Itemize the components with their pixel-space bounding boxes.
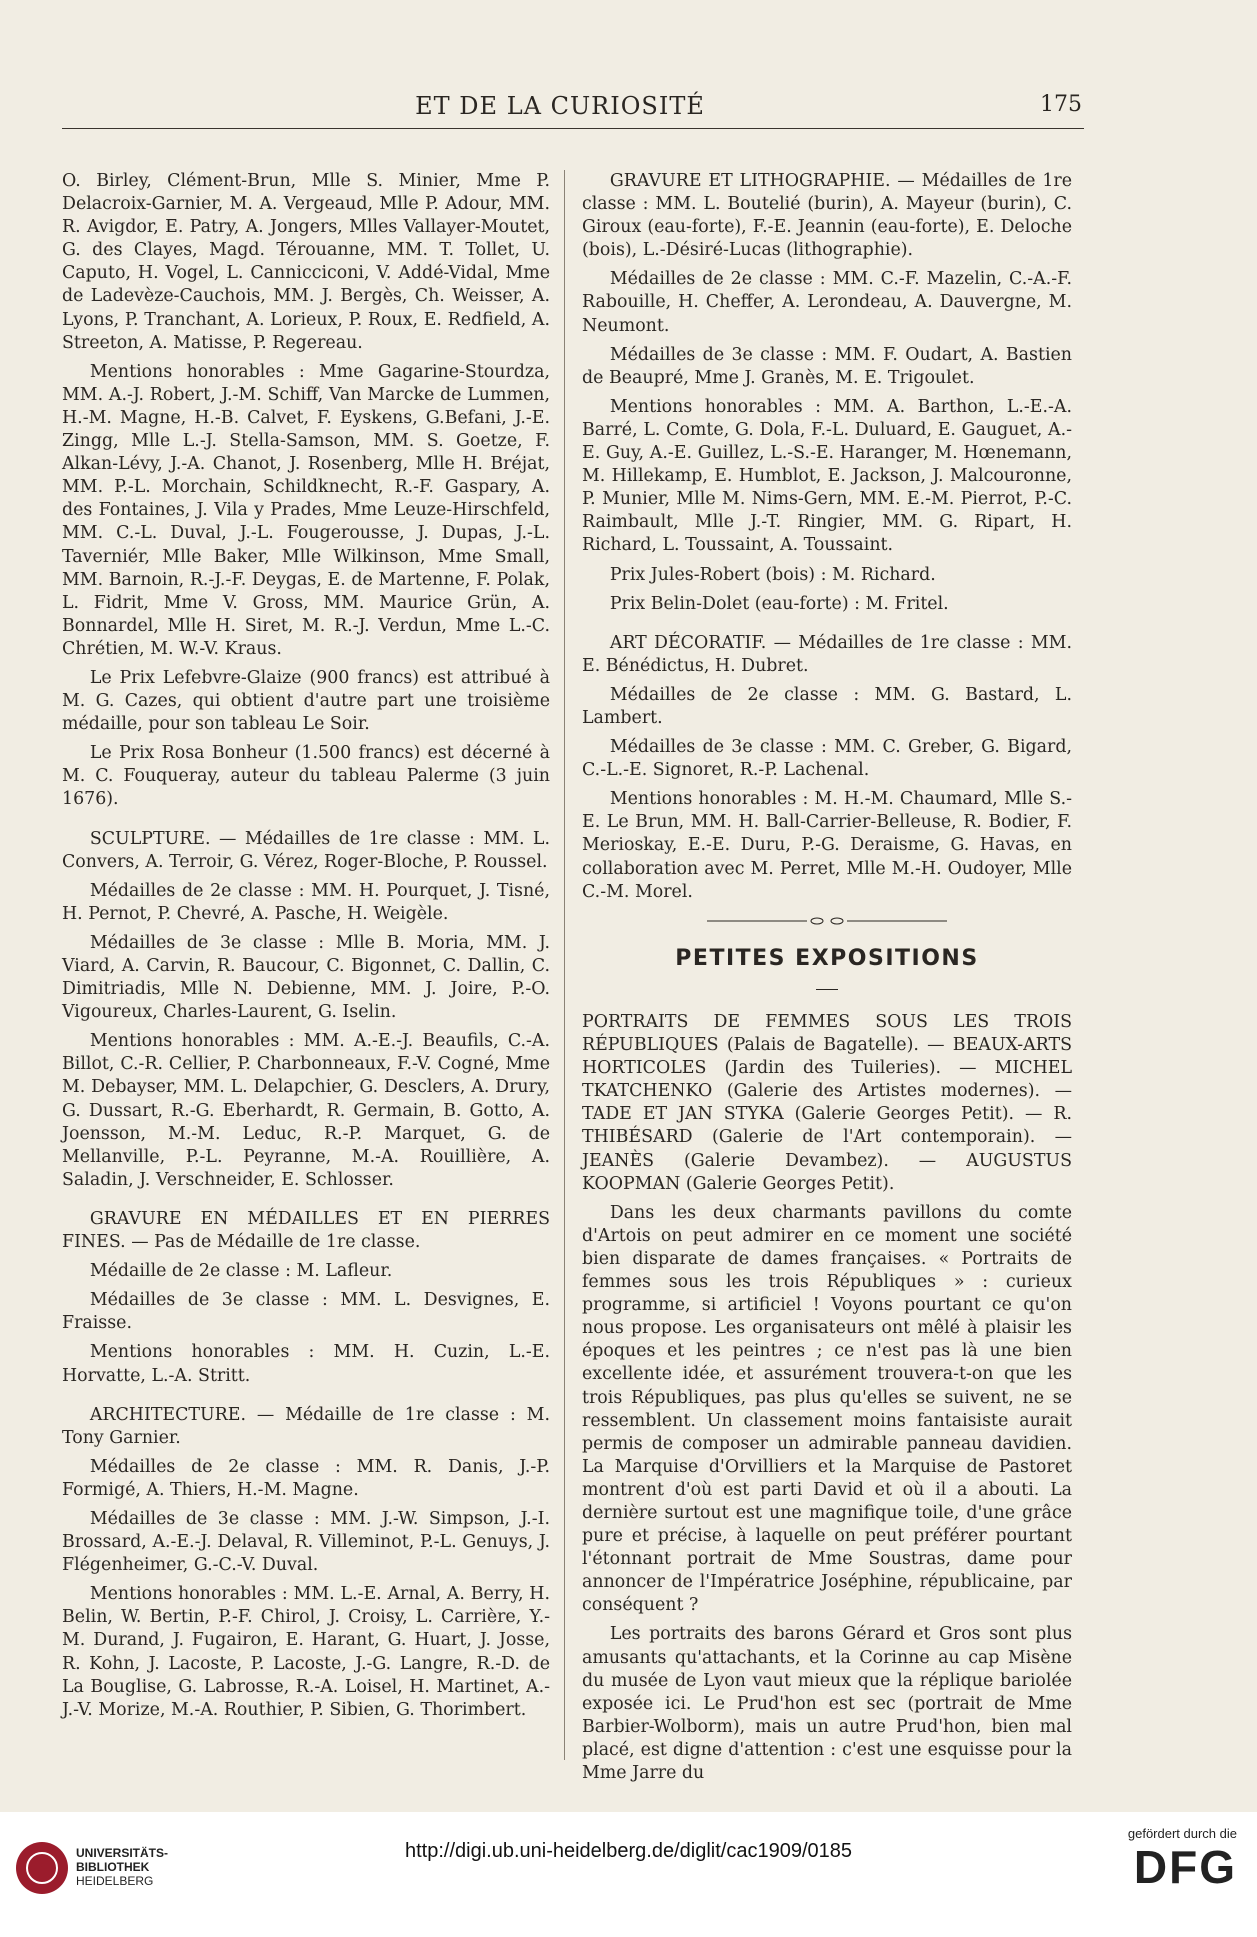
paragraph: Médailles de 2e classe : MM. R. Danis, J.-P. Formigé, A. Thiers, H.-M. Magne. <box>62 1456 550 1500</box>
paragraph: Médailles de 3e classe : MM. F. Oudart, A. Bastien de Beaupré, Mme J. Granès, M. E. Trigoulet. <box>582 344 1072 388</box>
running-header <box>60 92 1082 132</box>
column-divider <box>564 170 565 1760</box>
paragraph: Mentions honorables : MM. A.-E.-J. Beaufils, C.-A. Billot, C.-R. Cellier, P. Charbonneaux, F.-V. Cogné, Mme M. Debayser, MM. L. Delapchier, G. Desclers, A. Drury, G. Dussart, R.-G. Eberhardt, R. Germain, B. Gotto, A. Joensson, M.-M. Leduc, R.-P. Marquet, G. de Mellanville, P.-L. Peyranne, M.-A. Rouillière, A. Saladin, J. Verschneider, E. Schlosser. <box>62 1031 550 1190</box>
library-line-2: BIBLIOTHEK <box>76 1860 150 1874</box>
header-rule <box>62 128 1084 129</box>
library-line-3: HEIDELBERG <box>76 1874 154 1888</box>
library-line-1: UNIVERSITÄTS- <box>76 1846 169 1860</box>
paragraph: GRAVURE EN MÉDAILLES ET EN PIERRES FINES. — Pas de Médaille de 1re classe. <box>62 1208 550 1253</box>
paragraph: Prix Jules-Robert (bois) : M. Richard. <box>609 564 936 585</box>
paragraph: PORTRAITS DE FEMMES SOUS LES TROIS RÉPUBLIQUES (Palais de Bagatelle). — BEAUX-ARTS HORTICOLES (Jardin des Tuileries). — MICHEL TKATCHENKO (Galerie des Artistes modernes). — TADE ET JAN STYKA (Galerie Georges Petit). — R. THIBÉSARD (Galerie de l'Art contemporain). — JEANÈS (Galerie Devambez). — AUGUSTUS KOOPMAN (Galerie Georges Petit). <box>582 1012 1072 1194</box>
paragraph-gap <box>62 1394 550 1404</box>
section-dash <box>582 974 1072 997</box>
paragraph: Le Prix Rosa Bonheur (1.500 francs) est décerné à M. C. Fouqueray, auteur du tableau Palerme (3 juin 1676). <box>62 743 550 810</box>
paragraph: Mentions honorables : MM. H. Cuzin, L.-E. Horvatte, L.-A. Stritt. <box>62 1342 550 1386</box>
page-number: 175 <box>1040 92 1082 117</box>
paragraph: Dans les deux charmants pavillons du comte d'Artois on peut admirer en ce moment une société bien disparate de dames françaises. « Portraits de femmes sous les trois Républiques » : curieux programme, si artificiel ! Voyons pourtant ce qu'on nous propose. Les organisateurs ont mêlé à plaisir les époques et les peintres ; ce n'est pas là une bien excellente idée, et assurément trouvera-t-on que les trois Républiques, pas plus qu'elles se suivent, ne se ressemblent. Un classement moins fantaisiste aurait permis de composer un admirable panneau davidien. La Marquise d'Orvilliers et la Marquise de Pastoret montrent d'où est parti David et où il a abouti. La dernière surtout est une magnifique toile, d'une grâce pure et précise, à laquelle on peut préférer pourtant l'étonnant portrait de Mme Soustras, dame pour annoncer de l'Impératrice Joséphine, républicaine, par conséquent ? <box>582 1202 1072 1616</box>
paragraph: Les portraits des barons Gérard et Gros sont plus amusants qu'attachants, et la Corinne au cap Misène du musée de Lyon vaut mieux que la réplique bariolée exposée ici. Le Prud'hon est sec (portrait de Mme Barbier-Wolborm), mais un autre Prud'hon, bien mal placé, est digne d'attention : c'est une esquisse pour la Mme Jarre du <box>582 1624 1072 1783</box>
paragraph: Médailles de 2e classe : MM. C.-F. Mazelin, C.-A.-F. Rabouille, H. Cheffer, A. Lerondeau, A. Dauvergne, M. Neumont. <box>582 269 1072 336</box>
paragraph: Médailles de 2e classe : MM. H. Pourquet, J. Tisné, H. Pernot, P. Chevré, A. Pasche, H. Weigèle. <box>62 880 550 924</box>
permalink-url[interactable]: http://digi.ub.uni-heidelberg.de/diglit/cac1909/0185 <box>405 1840 852 1862</box>
dfg-logo[interactable] <box>1128 1826 1237 1893</box>
paragraph: Médailles de 3e classe : MM. C. Greber, G. Bigard, C.-L.-E. Signoret, R.-P. Lachenal. <box>582 737 1072 781</box>
paragraph: Mentions honorables : Mme Gagarine-Stourdza, MM. A.-J. Robert, J.-M. Schiff, Van Marcke de Lummen, H.-M. Magne, H.-B. Calvet, F. Eyskens, G.Befani, J.-E. Zingg, Mlle L.-J. Stella-Samson, MM. S. Goetze, F. Alkan-Lévy, J.-A. Chanot, J. Rosenberg, Mlle H. Bréjat, MM. P.-L. Morchain, Schildknecht, R.-F. Gaspary, A. des Fontaines, J. Vila y Prades, Mme Leuze-Hirschfeld, MM. C.-L. Duval, J.-L. Fougerousse, J. Dupas, J.-L. Taverniér, Mlle Baker, Mlle Wilkinson, Mme Small, MM. Barnoin, R.-J.-F. Deygas, E. de Martenne, F. Polak, L. Fidrit, Mme V. Gross, MM. Maurice Grün, A. Bonnardel, Mlle H. Siret, M. R.-J. Verdun, Mme L.-C. Chrétien, M. W.-V. Kraus. <box>62 361 550 659</box>
paragraph: Prix Belin-Dolet (eau-forte) : M. Fritel. <box>609 593 949 614</box>
paragraph-gap <box>62 1198 550 1208</box>
paragraph: GRAVURE ET LITHOGRAPHIE. — Médailles de 1re classe : MM. L. Boutelié (burin), A. Mayeur (burin), C. Giroux (eau-forte), F.-E. Jeannin (eau-forte), E. Deloche (bois), L.-Désiré-Lucas (lithographie). <box>582 171 1072 261</box>
paragraph: ART DÉCORATIF. — Médailles de 1re classe : MM. E. Bénédictus, H. Dubret. <box>582 632 1072 676</box>
funder-note: gefördert durch die <box>1127 1826 1237 1841</box>
paragraph: Mentions honorables : MM. A. Barthon, L.-E.-A. Barré, L. Comte, G. Dola, F.-L. Duluard, E. Gauguet, A.-E. Guy, A.-E. Guillez, L.-S.-E. Haranger, M. Hœnemann, M. Hillekamp, E. Humblot, E. Jackson, J. Malcouronne, P. Munier, Mlle M. Nims-Gern, MM. E.-M. Pierrot, P.-C. Raimbault, Mlle J.-T. Ringier, MM. G. Ripart, H. Richard, L. Toussaint, A. Toussaint. <box>582 396 1072 556</box>
paragraph: ARCHITECTURE. — Médaille de 1re classe : M. Tony Garnier. <box>62 1404 550 1448</box>
ornament-divider <box>582 910 1072 933</box>
paragraph: Médaille de 2e classe : M. Lafleur. <box>89 1261 393 1282</box>
paragraph: Mentions honorables : M. H.-M. Chaumard, Mlle S.-E. Le Brun, MM. H. Ball-Carrier-Belleuse, R. Bodier, F. Merioskay, E.-E. Duru, P.-G. Deraisme, G. Havas, en collaboration avec M. Perret, Mlle M.-H. Oudoyer, Mlle C.-M. Morel. <box>582 789 1072 902</box>
paragraph: Médailles de 3e classe : MM. J.-W. Simpson, J.-I. Brossard, A.-E.-J. Delaval, R. Villeminot, P.-L. Genuys, J. Flégenheimer, G.-C.-V. Duval. <box>62 1508 550 1576</box>
left-column <box>62 170 550 1728</box>
paragraph: Médailles de 3e classe : Mlle B. Moria, MM. J. Viard, A. Carvin, R. Baucour, C. Bigonnet, C. Dallin, C. Dimitriadis, Mlle N. Debienne, MM. J. Joire, P.-O. Vigoureux, Charles-Laurent, G. Iselin. <box>62 932 550 1023</box>
paragraph: SCULPTURE. — Médailles de 1re classe : MM. L. Convers, A. Terroir, G. Vérez, Roger-Bloche, P. Roussel. <box>62 828 550 872</box>
right-column-bottom <box>582 1011 1072 1785</box>
right-column <box>582 170 1072 1791</box>
paragraph: Le Prix Lefebvre-Glaize (900 francs) est attribué à M. G. Cazes, qui obtient d'autre part une troisième médaille, pour son tableau Le Soir. <box>62 667 550 735</box>
right-column-top <box>582 170 1072 904</box>
footer-bar <box>0 1812 1257 1937</box>
dfg-wordmark: DFG <box>1133 1841 1237 1893</box>
running-title: ET DE LA CURIOSITÉ <box>415 92 705 120</box>
paragraph: Médailles de 2e classe : MM. G. Bastard, L. Lambert. <box>582 684 1072 728</box>
paragraph: Mentions honorables : MM. L.-E. Arnal, A. Berry, H. Belin, W. Bertin, P.-F. Chirol, J. Croisy, L. Carrière, Y.-M. Durand, J. Fugairon, E. Harant, G. Huart, J. Josse, R. Kohn, J. Lacoste, P. Lacoste, J.-G. Langre, R.-D. de La Bouglise, G. Labrosse, R.-A. Loisel, H. Martinet, A.-J.-V. Morize, M.-A. Routhier, P. Sibien, G. Thorimbert. <box>62 1584 550 1720</box>
paragraph-gap <box>62 818 550 828</box>
paragraph: O. Birley, Clément-Brun, Mlle S. Minier, Mme P. Delacroix-Garnier, M. A. Vergeaud, Mlle P. Adour, MM. R. Avigdor, E. Patry, A. Jongers, Mlles Vallayer-Moutet, G. des Clayes, Magd. Térouanne, MM. T. Tollet, U. Caputo, H. Vogel, L. Cannicciconi, V. Addé-Vidal, Mme de Ladevèze-Cauchois, MM. J. Bergès, Ch. Weisser, A. Lyons, P. Tranchant, A. Lorieux, P. Roux, E. Redfield, A. Streeton, A. Matisse, P. Regereau. <box>62 171 550 353</box>
section-title: PETITES EXPOSITIONS <box>675 945 979 971</box>
paragraph: Médailles de 3e classe : MM. L. Desvignes, E. Fraisse. <box>62 1290 550 1334</box>
paragraph-gap <box>582 622 1072 632</box>
